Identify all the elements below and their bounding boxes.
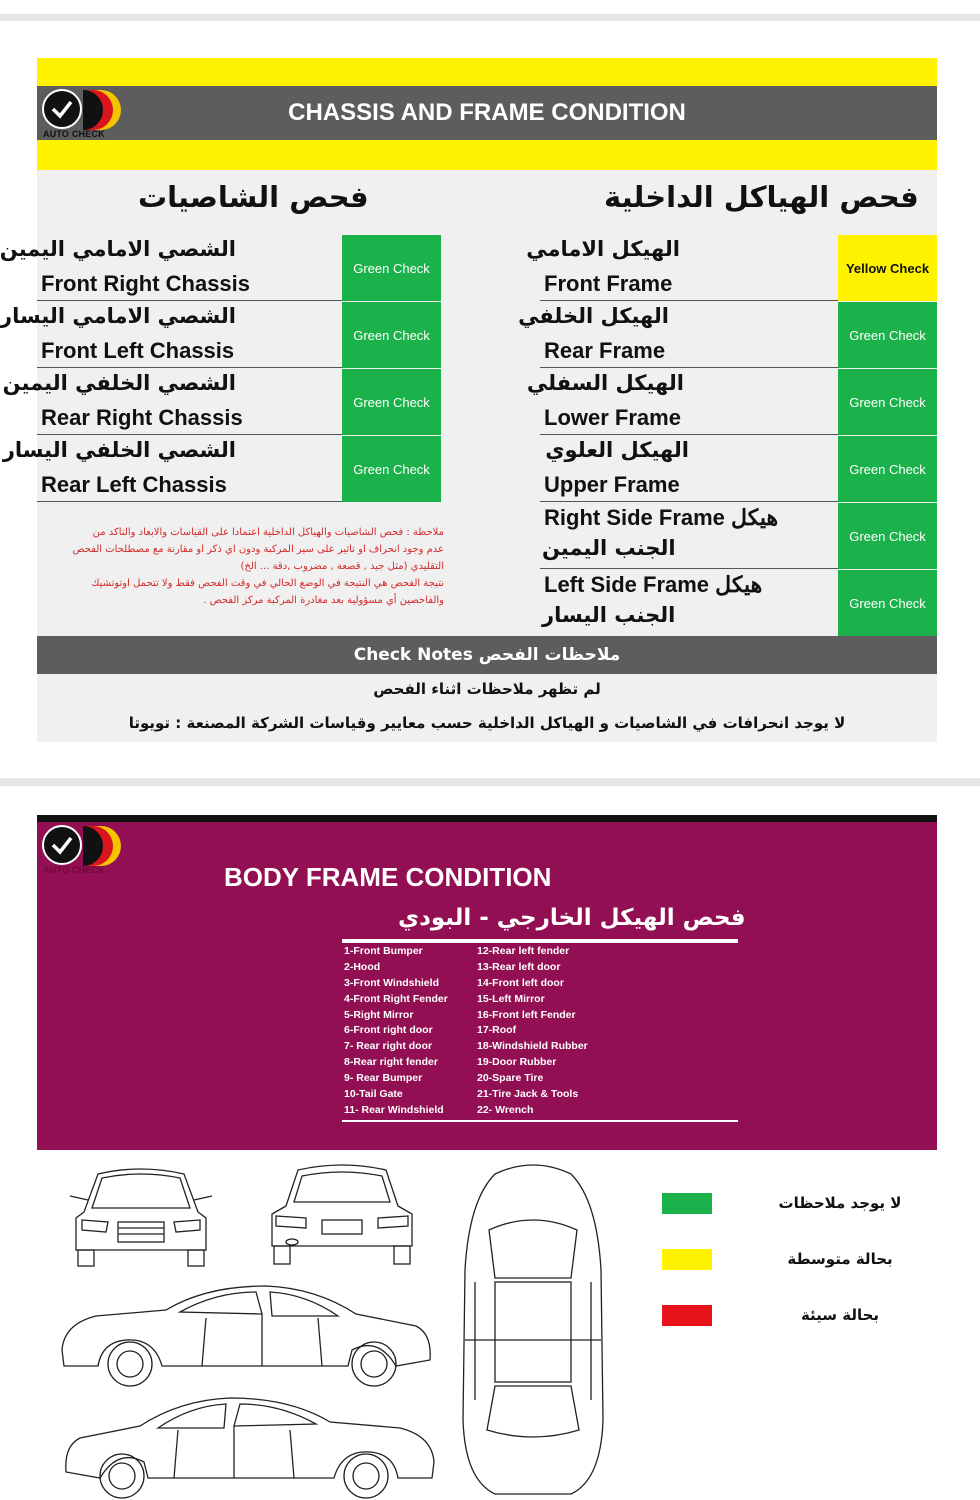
part-item: 15-Left Mirror <box>477 992 545 1005</box>
part-item: 18-Windshield Rubber <box>477 1040 588 1053</box>
chassis-row <box>2 369 441 435</box>
logo-label: AUTO CHECK <box>43 865 105 875</box>
body-header-stripe <box>37 815 937 822</box>
logo-label: AUTO CHECK <box>43 129 105 139</box>
legend-swatch-green <box>662 1193 712 1214</box>
frame-row <box>518 302 937 368</box>
car-left-side-diagram <box>60 1392 440 1500</box>
frame-row-english: Upper Frame <box>544 472 680 497</box>
note-line: نتيجة الفحص هي النتيجة في الوضع الحالي في وقت الفحص فقط ولا تتحمل اوتوتشيك <box>91 578 444 589</box>
car-rear-view-diagram <box>262 1162 422 1267</box>
frame-row-arabic-line2: الجنب اليمين <box>542 536 676 560</box>
frame-status-badge: Green Check <box>838 503 937 569</box>
frame-row <box>526 369 937 435</box>
auto-check-logo <box>39 86 123 142</box>
chassis-row <box>2 436 441 502</box>
chassis-status-badge: Green Check <box>342 302 441 368</box>
frame-row-english: Left Side Frame هيكل <box>544 572 763 597</box>
note-line: عدم وجود انحراف او تاثير على سير المركبة ودون اي ذكر او مقارنة مع مصطلحات الفحص <box>72 544 444 555</box>
frame-status-badge: Green Check <box>838 570 937 636</box>
body-arabic-title: فحص الهيكل الخارجي - البودي <box>398 905 746 931</box>
parts-list-left <box>344 944 448 1119</box>
frame-row-arabic: هيكل <box>731 505 779 530</box>
checkmark-icon <box>42 825 82 865</box>
part-item: 10-Tail Gate <box>344 1088 403 1101</box>
part-item: 6-Front right door <box>344 1024 433 1037</box>
car-front-view-diagram <box>66 1162 216 1267</box>
frame-row <box>540 570 937 636</box>
frame-status-badge: Green Check <box>838 436 937 502</box>
frame-status-badge: Green Check <box>838 369 937 435</box>
parts-bottom-rule <box>342 1120 738 1122</box>
chassis-row-english: Front Right Chassis <box>41 271 251 296</box>
chassis-row-english: Rear Left Chassis <box>41 472 227 497</box>
part-item: 22- Wrench <box>477 1103 534 1116</box>
top-divider <box>0 14 980 21</box>
chassis-status-badge: Green Check <box>342 369 441 435</box>
frame-row-arabic: هيكل <box>715 572 763 597</box>
part-item: 2-Hood <box>344 960 381 973</box>
legend-label-no-notes: لا يوجد ملاحظات <box>778 1194 902 1212</box>
note-line: والفاحصين أي مسؤولية بعد مغادرة المركبة مركز الفحص . <box>203 595 444 606</box>
part-item: 3-Front Windshield <box>344 976 439 989</box>
frame-status-badge: Green Check <box>838 302 937 368</box>
frame-row <box>540 436 937 502</box>
frame-row <box>526 235 937 301</box>
part-item: 11- Rear Windshield <box>344 1103 444 1116</box>
part-item: 16-Front left Fender <box>477 1008 576 1021</box>
parts-list-right <box>477 944 588 1119</box>
legend-label-average: بحالة متوسطة <box>787 1250 893 1268</box>
check-note-line: لم تظهر ملاحظات اثناء الفحص <box>373 680 601 698</box>
chassis-row-english: Front Left Chassis <box>41 338 235 363</box>
check-notes-bar: Check Notes ملاحظات الفحص <box>37 636 937 674</box>
part-item: 20-Spare Tire <box>477 1072 544 1085</box>
chassis-row-arabic: الشصي الامامي اليسار <box>0 304 236 328</box>
frame-status-badge: Yellow Check <box>838 235 937 301</box>
legend-swatch-red <box>662 1305 712 1326</box>
frame-row-arabic-line2: الجنب اليسار <box>542 603 676 627</box>
part-item: 14-Front left door <box>477 976 564 989</box>
legend-swatch-yellow <box>662 1249 712 1270</box>
chassis-row-english: Rear Right Chassis <box>41 405 243 430</box>
note-line: ملاحظة : فحص الشاصيات والهياكل الداخلية اعتمادا على القياسات والابعاد والتاكد من <box>92 527 444 538</box>
chassis-status-badge: Green Check <box>342 235 441 301</box>
part-item: 13-Rear left door <box>477 960 561 973</box>
legend-label-bad: بحالة سيئة <box>800 1306 880 1324</box>
part-item: 5-Right Mirror <box>344 1008 414 1021</box>
disclaimer-note <box>46 524 444 609</box>
frame-row <box>540 503 937 569</box>
frame-row-arabic: الهيكل السفلي <box>526 371 684 395</box>
car-top-view-diagram <box>455 1160 611 1498</box>
chassis-column-heading: فحص الشاصيات <box>138 180 369 214</box>
part-item: 1-Front Bumper <box>344 945 423 957</box>
part-item: 19-Door Rubber <box>477 1056 557 1069</box>
check-note-line: لا يوجد انحرافات في الشاصيات و الهياكل الداخلية حسب معايير وقياسات الشركة المصنعة : تويوتا <box>128 714 846 732</box>
part-item: 12-Rear left fender <box>477 945 570 957</box>
frame-row-english: Right Side Frame هيكل <box>544 505 779 530</box>
part-item: 7- Rear right door <box>344 1040 433 1053</box>
part-item: 9- Rear Bumper <box>344 1072 423 1085</box>
chassis-row-arabic: الشصي الخلفي اليسار <box>2 438 236 462</box>
frame-row-arabic: الهيكل الخلفي <box>518 304 669 328</box>
note-line: التقليدي (مثل جيد , قصعة , مضروب ,دقة ... الخ) <box>240 561 444 572</box>
part-item: 8-Rear right fender <box>344 1056 438 1069</box>
body-section-title: BODY FRAME CONDITION <box>224 862 552 892</box>
chassis-row-arabic: الشصي الامامي اليمين <box>0 237 236 261</box>
part-item: 21-Tire Jack & Tools <box>477 1088 579 1101</box>
chassis-status-badge: Green Check <box>342 436 441 502</box>
frame-row-english: Rear Frame <box>544 338 666 363</box>
frame-column-heading: فحص الهياكل الداخلية <box>604 180 919 214</box>
chassis-row-arabic: الشصي الخلفي اليمين <box>2 371 236 395</box>
section-divider <box>0 778 980 786</box>
frame-row-arabic: الهيكل الامامي <box>526 237 680 261</box>
chassis-section-title: CHASSIS AND FRAME CONDITION <box>288 99 686 126</box>
frame-row-arabic: الهيكل العلوي <box>545 438 689 462</box>
frame-row-english: Lower Frame <box>544 405 681 430</box>
auto-check-logo <box>39 822 123 878</box>
check-notes-panel <box>37 674 937 742</box>
parts-top-rule <box>342 939 738 943</box>
frame-row-english: Front Frame <box>544 271 673 296</box>
chassis-row <box>0 302 441 368</box>
checkmark-icon <box>42 89 82 129</box>
part-item: 17-Roof <box>477 1024 517 1037</box>
chassis-row <box>0 235 441 301</box>
part-item: 4-Front Right Fender <box>344 992 448 1005</box>
car-right-side-diagram <box>56 1280 436 1390</box>
